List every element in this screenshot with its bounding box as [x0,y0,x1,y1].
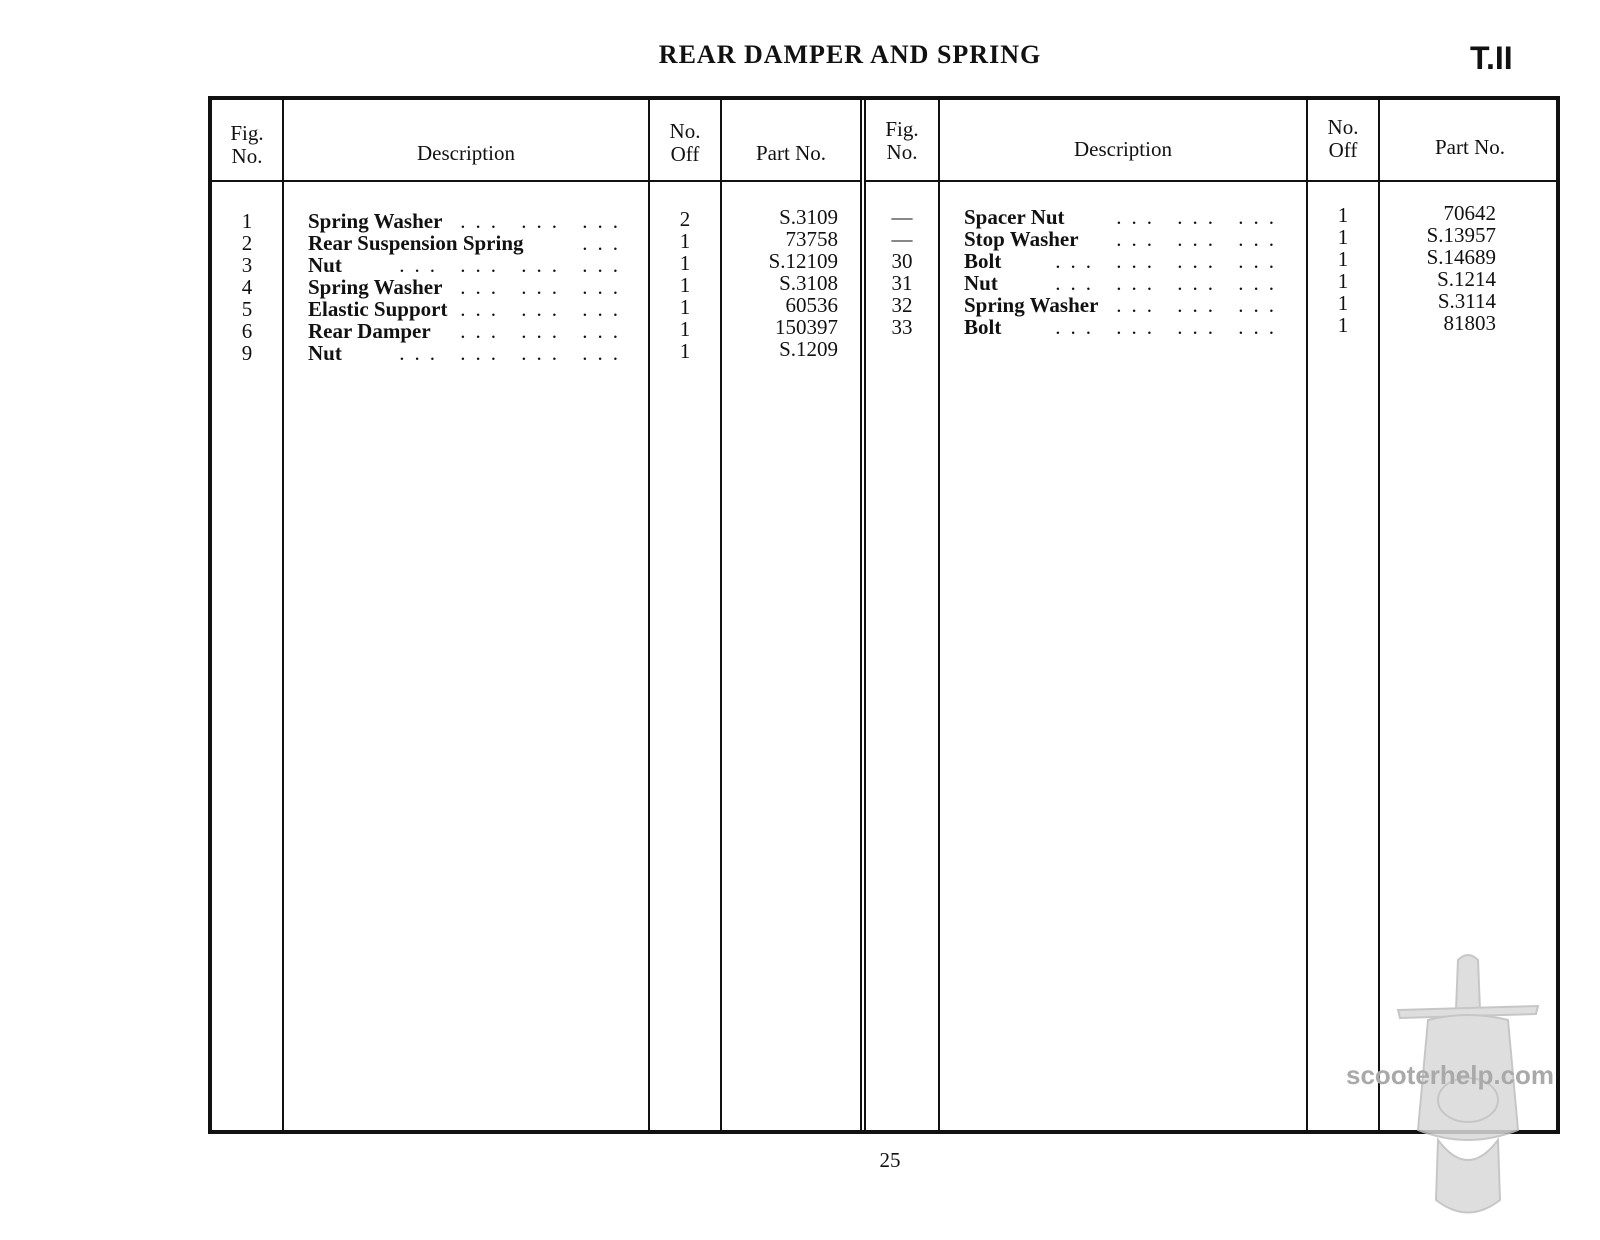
table-row [964,272,1284,294]
part-cell: S.12109 [768,249,838,273]
parts-table [208,96,1560,1134]
part-cell: S.3109 [779,205,838,229]
qty-cell: 1 [1337,247,1349,271]
description-cell: Spacer Nut [964,205,1065,229]
qty-cell: 1 [679,229,691,253]
description-cell: Nut [308,253,342,277]
column-rule [282,100,284,1130]
header-no-off: No. Off [1327,115,1359,162]
qty-cell: 1 [679,317,691,341]
page-title: REAR DAMPER AND SPRING [658,40,1042,69]
header-part-no: Part No. [1435,135,1505,159]
fig-cell: 4 [241,275,253,299]
part-cell: S.14689 [1426,245,1496,269]
table-row [964,316,1284,338]
leader-dots: ... ... ... [1116,228,1284,250]
part-cell: S.3108 [779,271,838,295]
description-cell: Stop Washer [964,227,1079,251]
description-cell: Nut [964,271,998,295]
fig-cell: 5 [241,297,253,321]
part-cell: S.13957 [1426,223,1496,247]
leader-dots: ... ... ... ... [1055,272,1284,294]
leader-dots: ... ... ... [1116,294,1284,316]
header-rule [722,180,860,182]
leader-dots: ... ... ... ... [399,254,628,276]
leader-dots: ... ... ... ... [1055,316,1284,338]
header-rule [212,180,282,182]
header-part-no: Part No. [756,141,826,165]
leader-dots: ... ... ... [460,276,628,298]
table-row [308,210,628,232]
header-fig-no: Fig. No. [885,117,919,164]
description-cell: Elastic Support [308,297,448,321]
leader-dots: ... ... ... [1116,206,1284,228]
table-row [308,320,628,342]
left-part-column [722,206,838,360]
part-cell: 70642 [1443,201,1496,225]
header-description: Description [1074,137,1172,161]
fig-cell: 2 [241,231,253,255]
right-description-column [964,206,1284,338]
part-cell: S.1209 [779,337,838,361]
column-rule [938,100,940,1130]
left-fig-column [212,210,282,364]
header-rule [940,180,1306,182]
fig-cell: — [891,205,913,229]
page-number: 25 [879,1148,901,1172]
qty-cell: 1 [1337,225,1349,249]
part-cell: 73758 [785,227,838,251]
part-cell: 81803 [1443,311,1496,335]
header-rule [284,180,648,182]
leader-dots: ... ... ... ... [1055,250,1284,272]
description-cell: Spring Washer [308,209,443,233]
fig-cell: 33 [891,315,913,339]
description-cell: Rear Suspension Spring [308,231,524,255]
table-row [964,206,1284,228]
qty-cell: 1 [679,251,691,275]
part-cell: S.3114 [1437,289,1496,313]
table-row [308,342,628,364]
qty-cell: 1 [679,273,691,297]
part-cell: S.1214 [1437,267,1496,291]
part-cell: 150397 [775,315,838,339]
table-row [308,276,628,298]
header-no-off: No. Off [669,119,701,166]
table-row [964,294,1284,316]
fig-cell: 6 [241,319,253,343]
leader-dots: ... [582,232,628,254]
leader-dots: ... ... ... ... [399,342,628,364]
fig-cell: 3 [241,253,253,277]
leader-dots: ... ... ... [460,210,628,232]
right-qty-column [1308,204,1378,336]
header-rule [866,180,938,182]
header-fig-no: Fig. No. [230,121,264,168]
qty-cell: 1 [1337,313,1349,337]
watermark-text: scooterhelp.com [1346,1060,1555,1090]
qty-cell: 1 [1337,203,1349,227]
fig-cell: 31 [891,271,913,295]
left-qty-column [650,208,720,362]
table-row [308,232,628,254]
qty-cell: 1 [679,339,691,363]
qty-cell: 1 [1337,291,1349,315]
description-cell: Spring Washer [964,293,1099,317]
header-rule [650,180,720,182]
leader-dots: ... ... ... [460,298,628,320]
left-description-column [308,210,628,364]
qty-cell: 1 [1337,269,1349,293]
header-rule [1308,180,1378,182]
table-row [308,298,628,320]
qty-cell: 1 [679,295,691,319]
description-cell: Nut [308,341,342,365]
fig-cell: 30 [891,249,913,273]
table-row [964,250,1284,272]
section-code: T.II [1470,40,1513,76]
right-fig-column [866,206,938,338]
table-row [964,228,1284,250]
table-row [308,254,628,276]
description-cell: Rear Damper [308,319,431,343]
fig-cell: 9 [241,341,253,365]
description-cell: Bolt [964,249,1002,273]
part-cell: 60536 [785,293,838,317]
leader-dots: ... ... ... [460,320,628,342]
fig-cell: 32 [891,293,913,317]
fig-cell: — [891,227,913,251]
header-description: Description [417,141,515,165]
qty-cell: 2 [679,207,691,231]
description-cell: Spring Washer [308,275,443,299]
right-part-column [1380,202,1496,334]
header-rule [1380,180,1560,182]
description-cell: Bolt [964,315,1002,339]
fig-cell: 1 [241,209,253,233]
